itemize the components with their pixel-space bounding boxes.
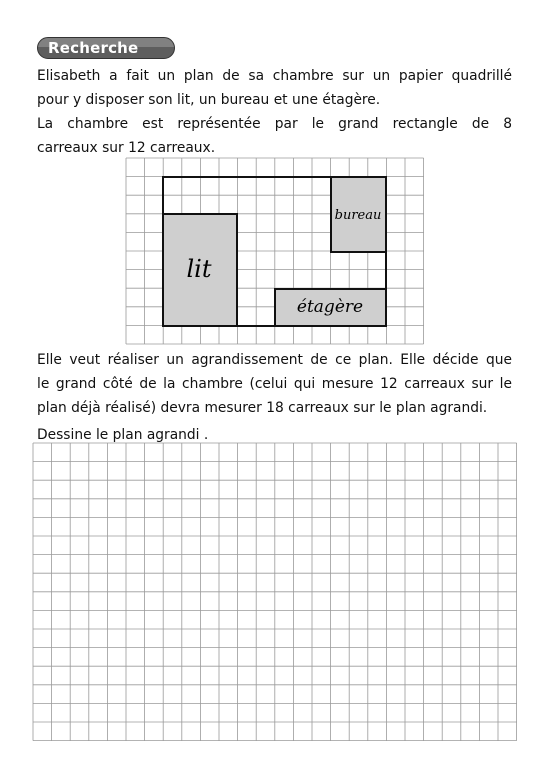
question-line-2: le grand côté de la chambre (celui qui mesure 12 carreaux sur le	[37, 376, 512, 392]
question-paragraph	[37, 348, 512, 420]
intro-line-2: pour y disposer son lit, un bureau et une étagère.	[37, 92, 381, 108]
intro-line-4: carreaux sur 12 carreaux.	[37, 140, 216, 156]
drawing-grid[interactable]	[33, 443, 517, 741]
question-line-3: plan déjà réalisé) devra mesurer 18 carreaux sur le plan agrandi.	[37, 400, 488, 416]
question-line-1: Elle veut réaliser un agrandissement de ce plan. Elle décide que	[37, 352, 512, 368]
instruction-paragraph	[37, 423, 512, 447]
desk-label: bureau	[334, 208, 382, 223]
instruction-text: Dessine le plan agrandi .	[37, 427, 209, 443]
bed-label: lit	[186, 255, 212, 283]
plan-figure	[126, 158, 424, 344]
intro-line-1: Elisabeth a fait un plan de sa chambre sur un papier quadrillé	[37, 68, 512, 84]
shelf-label: étagère	[296, 297, 364, 317]
section-title: Recherche	[48, 39, 139, 57]
intro-line-3: La chambre est représentée par le grand rectangle de 8	[37, 116, 512, 132]
